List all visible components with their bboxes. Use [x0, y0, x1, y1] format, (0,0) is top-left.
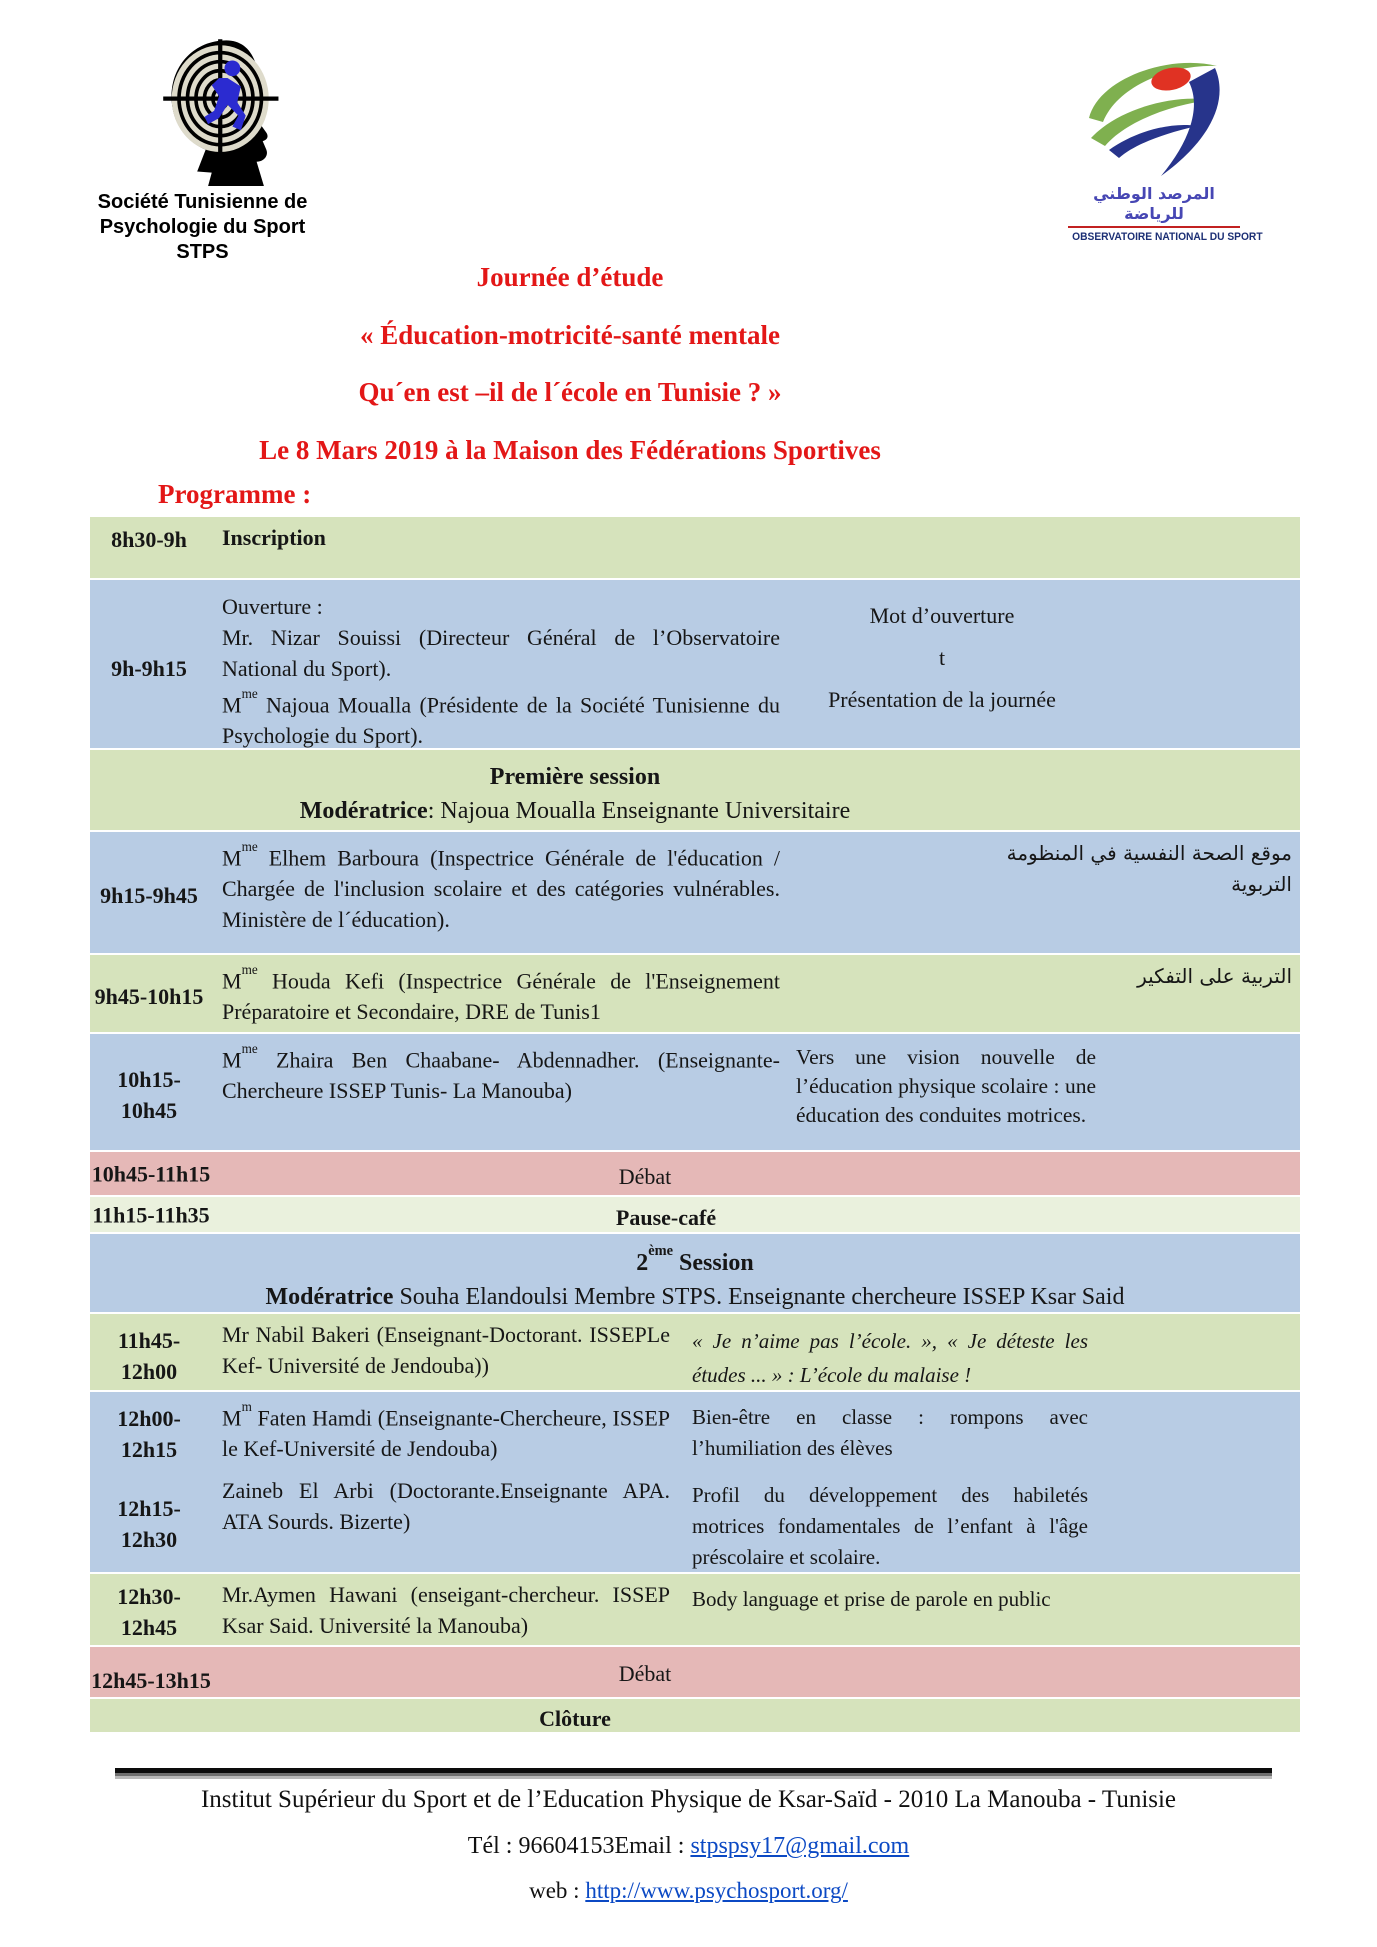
speaker-line: $M^{me}$ Elhem Barboura (Inspectrice Générale de l'éducation / Chargée de l'inclusion scolaire et des catégories vulnérables. Ministère de l´éducation). — [222, 839, 780, 933]
speaker-line: $M^{me}$ Zhaira Ben Chaabane- Abdennadher. (Enseignante- Chercheure ISSEP Tunis- La Manouba) — [222, 1041, 780, 1104]
table-row-cloture — [90, 1697, 1300, 1732]
email-link[interactable]: stpspsy17@gmail.com — [690, 1833, 910, 1859]
event-title: Journée d’étude — [476, 262, 664, 292]
event-subtitle-2: Qu´en est –il de l´école en Tunisie ? » — [358, 377, 782, 407]
event-subtitle-1: « Éducation-motricité-santé mentale — [360, 320, 780, 350]
ons-red-divider — [1068, 226, 1240, 228]
stps-caption-line1: Société Tunisienne de — [97, 191, 308, 213]
table-row — [90, 830, 1300, 953]
speakers-cell — [222, 955, 780, 1032]
topic-cell-arabic — [780, 955, 1300, 1032]
topic-cell — [670, 1314, 1300, 1390]
speakers-cell — [222, 1034, 780, 1150]
topic-cell-arabic — [780, 832, 1300, 953]
table-row-debat — [90, 1150, 1300, 1195]
topic-cell — [780, 580, 1300, 748]
topic-text: Body language et prise de parole en public — [692, 1587, 1051, 1611]
speakers-cell — [222, 1392, 670, 1470]
speaker-line: Mr. Nizar Souissi (Directeur Général de l’Observatoire National du Sport). — [222, 625, 780, 681]
stps-logo-block — [85, 38, 320, 265]
speaker-line: Mr.Aymen Hawani (enseigant-chercheur. ISSEP Ksar Said. Université la Manouba) — [222, 1582, 670, 1638]
time-slot: 9h45-10h15 — [94, 983, 204, 1009]
web-label: web : — [529, 1878, 586, 1903]
footer-divider-bar — [115, 1768, 1272, 1779]
speakers-cell — [222, 832, 780, 953]
speaker-line: Mr Nabil Bakeri (Enseignant-Doctorant. ISSEPLe Kef- Université de Jendouba)) — [222, 1322, 670, 1378]
opening-label: Ouverture : — [222, 594, 323, 619]
topic-text: « Je n’aime pas l’école. », « Je déteste les études ... » : L’école du malaise ! — [692, 1329, 1088, 1387]
table-row — [90, 1390, 1300, 1470]
topic-cell — [780, 1034, 1300, 1150]
table-row — [90, 1572, 1300, 1645]
topic-arabic: موقع الصحة النفسية في المنظومة التربوية — [1006, 841, 1292, 896]
row-label: Débat — [618, 1661, 672, 1686]
row-label: Pause-café — [615, 1205, 717, 1230]
speakers-cell — [222, 1574, 670, 1645]
session-header-row — [90, 1232, 1300, 1312]
topic-text: Vers une vision nouvelle de l’éducation physique scolaire : une éducation des conduites motrices. — [796, 1045, 1096, 1127]
topic-text: Bien-être en classe : rompons avec l’humiliation des élèves — [692, 1405, 1088, 1460]
event-date-location: Le 8 Mars 2019 à la Maison des Fédérations Sportives — [259, 435, 881, 465]
time-slot: 11h45-12h00 — [117, 1327, 181, 1384]
stps-caption-line3: STPS — [176, 241, 229, 263]
tel-label: Tél : — [467, 1833, 519, 1859]
ons-arabic-name: المرصد الوطني للرياضة — [1093, 184, 1215, 223]
speaker-line: Zaineb El Arbi (Doctorante.Enseignante APA. ATA Sourds. Bizerte) — [222, 1478, 670, 1534]
table-row — [90, 517, 1300, 578]
footer-web — [0, 1878, 1377, 1904]
table-row — [90, 1032, 1300, 1150]
time-slot: 10h45-11h15 — [91, 1161, 211, 1186]
table-row — [90, 953, 1300, 1032]
speakers-cell — [222, 580, 780, 748]
table-row — [90, 1312, 1300, 1390]
speaker-line: $M^{me}$ Houda Kefi (Inspectrice Générale de l'Enseignement Préparatoire et Secondaire, DRE de Tunis1 — [222, 962, 780, 1025]
topic-cell — [670, 1470, 1300, 1572]
programme-label: Programme : — [158, 479, 312, 509]
footer-contact — [0, 1833, 1377, 1860]
session-moderator: Modératrice Souha Elandoulsi Membre STPS. Enseignante chercheure ISSEP Ksar Said — [265, 1284, 1125, 1310]
topic-cell — [670, 1574, 1300, 1645]
time-slot: 12h15-12h30 — [117, 1496, 181, 1552]
row-label: Débat — [618, 1164, 672, 1189]
topic-line: t — [938, 645, 946, 670]
time-slot: 12h00-12h15 — [117, 1405, 181, 1462]
table-row-debat — [90, 1645, 1300, 1697]
speakers-cell — [222, 1470, 670, 1572]
time-slot: 10h15-10h45 — [117, 1066, 181, 1123]
time-slot: 11h15-11h35 — [92, 1202, 210, 1227]
programme-table — [90, 517, 1300, 1732]
topic-text: Profil du développement des habiletés motrices fondamentales de l’enfant à l'âge préscolaire et scolaire. — [692, 1483, 1088, 1569]
topic-line: Présentation de la journée — [828, 687, 1056, 712]
session-title: Première session — [489, 764, 661, 790]
topic-cell — [670, 1392, 1300, 1470]
table-row — [90, 1470, 1300, 1572]
ons-caption: OBSERVATOIRE NATIONAL DU SPORT — [1072, 231, 1263, 243]
stps-caption — [85, 190, 320, 265]
tel-number: 96604153 — [518, 1833, 615, 1859]
row-title: Inscription — [222, 525, 326, 550]
session-title: 2ème Session — [636, 1242, 754, 1276]
table-row-pause — [90, 1195, 1300, 1232]
time-slot: 8h30-9h — [111, 527, 187, 552]
stps-head-target-icon — [157, 38, 315, 186]
time-slot: 9h-9h15 — [111, 655, 187, 681]
ons-swoosh-icon — [1079, 52, 1229, 182]
row-label: Clôture — [539, 1706, 611, 1731]
table-row — [90, 578, 1300, 748]
speaker-line: $M^m$ Faten Hamdi (Enseignante-Chercheure, ISSEP le Kef-Université de Jendouba) — [222, 1399, 670, 1462]
time-slot: 12h30-12h45 — [117, 1584, 181, 1640]
topic-line: Mot d’ouverture — [869, 603, 1015, 628]
website-link[interactable]: http://www.psychosport.org/ — [585, 1878, 848, 1903]
speakers-cell — [222, 1314, 670, 1390]
ons-logo-block — [1066, 52, 1263, 243]
time-slot: 9h15-9h45 — [100, 882, 198, 908]
session-header-row — [90, 748, 1300, 830]
speaker-line: $M^{me}$ Najoua Moualla (Présidente de la Société Tunisienne du Psychologie du Sport). — [222, 686, 780, 748]
topic-arabic: التربية على التفكير — [1137, 964, 1292, 988]
time-slot: 12h45-13h15 — [91, 1668, 211, 1693]
email-label: Email : — [614, 1833, 691, 1859]
footer-institute: Institut Supérieur du Sport et de l’Education Physique de Ksar-Saïd - 2010 La Manouba - Tunisie — [200, 1786, 1177, 1813]
stps-caption-line2: Psychologie du Sport — [99, 216, 306, 238]
session-moderator: Modératrice: Najoua Moualla Enseignante Universitaire — [299, 798, 851, 824]
